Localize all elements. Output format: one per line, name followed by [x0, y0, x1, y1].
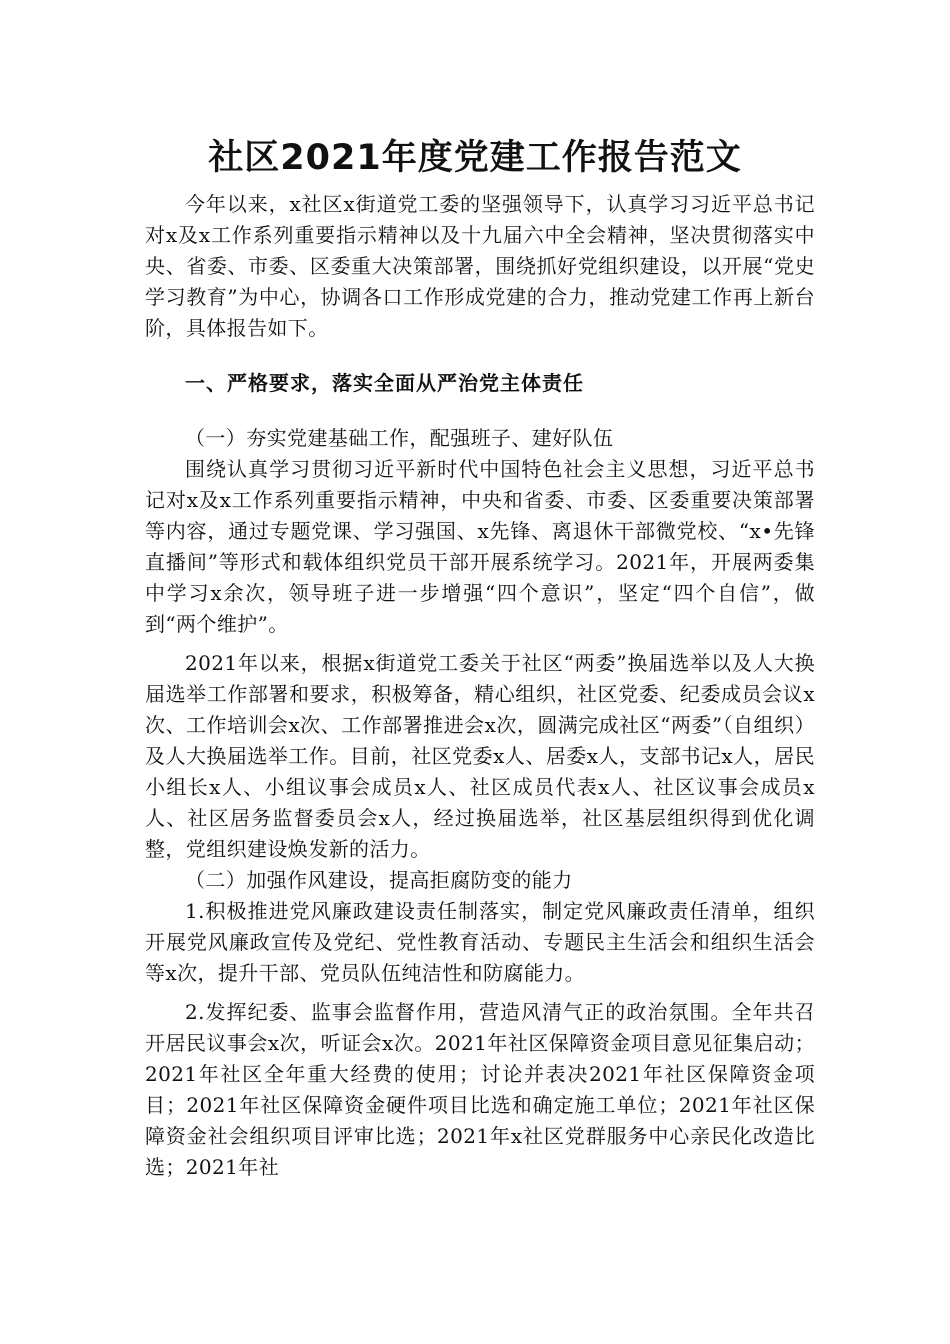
intro-paragraph: 今年以来，x社区x街道党工委的坚强领导下，认真学习习近平总书记对x及x工作系列重要指示精神以及十九届六中全会精神，坚决贯彻落实中央、省委、市委、区委重大决策部署，围绕抓好党组织建设，以开展“党史学习教育”为中心，协调各口工作形成党建的合力，推动党建工作再上新台阶，具体报告如下。 — [145, 192, 815, 340]
subsection-2-paragraph-2: 2.发挥纪委、监事会监督作用，营造风清气正的政治氛围。全年共召开居民议事会x次，听证会x次。2021年社区保障资金项目意见征集启动；2021年社区全年重大经费的使用；讨论并表决2021年社区保障资金项目；2021年社区保障资金硬件项目比选和确定施工单位；2021年社区保障资金社会组织项目评审比选；2021年x社区党群服务中心亲民化改造比选；2021年社 — [145, 1000, 815, 1179]
subsection-2-paragraph-1: 1.积极推进党风廉政建设责任制落实，制定党风廉政责任清单，组织开展党风廉政宣传及党纪、党性教育活动、专题民主生活会和组织生活会等x次，提升干部、党员队伍纯洁性和防腐能力。 — [145, 899, 815, 985]
subsection-heading-1: （一）夯实党建基础工作，配强班子、建好队伍 — [185, 426, 614, 450]
document-title: 社区2021年度党建工作报告范文 — [208, 138, 742, 178]
subsection-1-paragraph-1: 围绕认真学习贯彻习近平新时代中国特色社会主义思想，习近平总书记对x及x工作系列重要指示精神，中央和省委、市委、区委重要决策部署等内容，通过专题党课、学习强国、x先锋、离退休干部微党校、“x•先锋直播间”等形式和载体组织党员干部开展系统学习。2021年，开展两委集中学习x余次，领导班子进一步增强“四个意识”，坚定“四个自信”，做到“两个维护”。 — [145, 457, 815, 636]
subsection-1-paragraph-2: 2021年以来，根据x街道党工委关于社区“两委”换届选举以及人大换届选举工作部署和要求，积极筹备，精心组织，社区党委、纪委成员会议x次、工作培训会x次、工作部署推进会x次，圆满完成社区“两委”（自组织）及人大换届选举工作。目前，社区党委x人、居委x人，支部书记x人，居民小组长x人、小组议事会成员x人、社区成员代表x人、社区议事会成员x人、社区居务监督委员会x人，经过换届选举，社区基层组织得到优化调整，党组织建设焕发新的活力。 — [145, 651, 815, 861]
section-heading-1: 一、严格要求，落实全面从严治党主体责任 — [185, 371, 584, 395]
document-body — [145, 189, 815, 1183]
subsection-heading-2: （二）加强作风建设，提高拒腐防变的能力 — [185, 868, 573, 892]
